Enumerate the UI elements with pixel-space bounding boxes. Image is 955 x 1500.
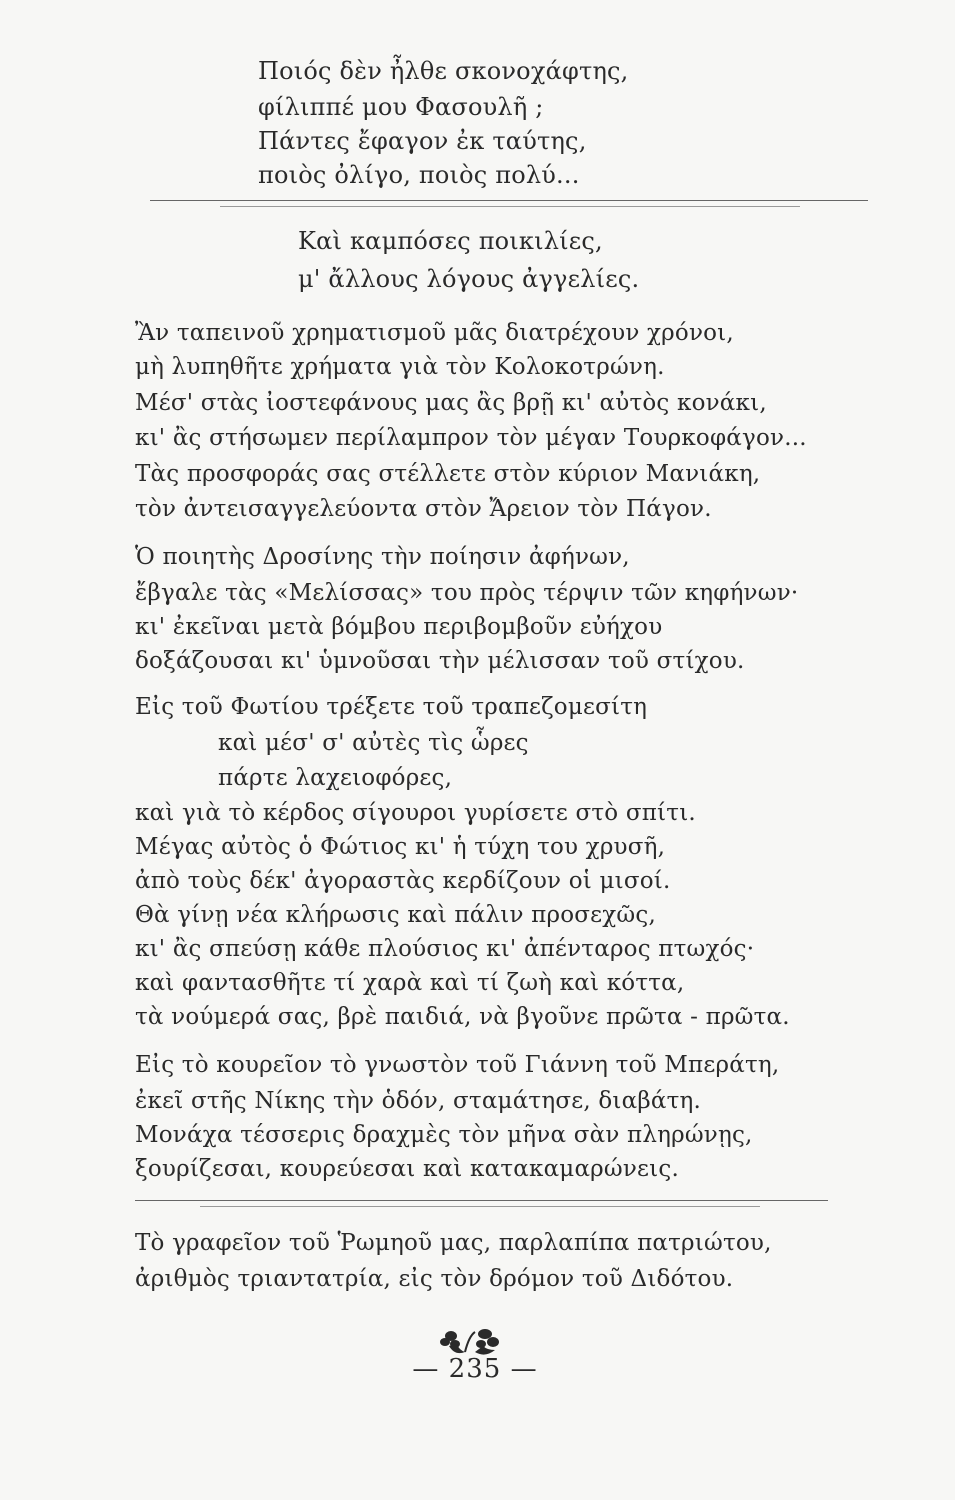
verse-line: Καὶ καμπόσες ποικιλίες, xyxy=(298,227,603,255)
section-divider xyxy=(150,200,868,201)
verse-line: ἐκεῖ στῆς Νίκης τὴν ὁδόν, σταμάτησε, διαβάτη. xyxy=(135,1088,702,1114)
verse-line: ἀπὸ τοὺς δέκ' ἀγοραστὰς κερδίζουν οἱ μισοί. xyxy=(135,868,671,894)
verse-line: τὰ νούμερά σας, βρὲ παιδιά, νὰ βγοῦνε πρῶτα - πρῶτα. xyxy=(135,1004,790,1030)
verse-line: μὴ λυπηθῆτε χρήματα γιὰ τὸν Κολοκοτρώνη. xyxy=(135,354,665,380)
verse-line: Ποιός δὲν ἦλθε σκονοχάφτης, xyxy=(258,57,629,85)
verse-line: κι' ἂς σπεύσῃ κάθε πλούσιος κι' ἀπένταρος πτωχός· xyxy=(135,936,755,962)
page-number: — 235 — xyxy=(412,1354,538,1384)
verse-line: ἔβγαλε τὰς «Μελίσσας» του πρὸς τέρψιν τῶν κηφήνων· xyxy=(135,580,799,606)
verse-line: Θὰ γίνῃ νέα κλήρωσις καὶ πάλιν προσεχῶς, xyxy=(135,902,656,928)
verse-line: καὶ γιὰ τὸ κέρδος σίγουροι γυρίσετε στὸ σπίτι. xyxy=(135,800,696,826)
verse-line: Μέσ' στὰς ἰοστεφάνους μας ἂς βρῇ κι' αὐτὸς κονάκι, xyxy=(135,390,767,416)
verse-line: πάρτε λαχειοφόρες, xyxy=(218,765,453,791)
verse-line: Ἂν ταπεινοῦ χρηματισμοῦ μᾶς διατρέχουν χρόνοι, xyxy=(135,320,734,346)
verse-line: τὸν ἀντεισαγγελεύοντα στὸν Ἄρειον τὸν Πάγον. xyxy=(135,496,712,522)
verse-line: Εἰς τὸ κουρεῖον τὸ γνωστὸν τοῦ Γιάννη τοῦ Μπεράτη, xyxy=(135,1052,780,1078)
verse-line: καὶ φαντασθῆτε τί χαρὰ καὶ τί ζωὴ καὶ κόττα, xyxy=(135,970,685,996)
verse-line: ποιὸς ὀλίγο, ποιὸς πολύ... xyxy=(258,161,580,189)
verse-line: καὶ μέσ' σ' αὐτὲς τὶς ὧρες xyxy=(218,730,529,756)
verse-line: Μέγας αὐτὸς ὁ Φώτιος κι' ἡ τύχη του χρυσῆ, xyxy=(135,834,666,860)
section-divider-inner xyxy=(200,1206,760,1207)
verse-line: Τὰς προσφοράς σας στέλλετε στὸν κύριον Μανιάκη, xyxy=(135,461,761,487)
verse-line: ξουρίζεσαι, κουρεύεσαι καὶ κατακαμαρώνεις. xyxy=(135,1156,679,1182)
verse-line: Ὁ ποιητὴς Δροσίνης τὴν ποίησιν ἀφήνων, xyxy=(135,544,630,570)
verse-line: φίλιππέ μου Φασουλῆ ; xyxy=(258,93,544,121)
verse-line: κι' ἐκεῖναι μετὰ βόμβου περιβομβοῦν εὐήχου xyxy=(135,614,663,640)
verse-line: Εἰς τοῦ Φωτίου τρέξετε τοῦ τραπεζομεσίτη xyxy=(135,694,648,720)
verse-line: δοξάζουσαι κι' ὑμνοῦσαι τὴν μέλισσαν τοῦ στίχου. xyxy=(135,648,745,674)
verse-line: Πάντες ἔφαγον ἐκ ταύτης, xyxy=(258,127,587,155)
verse-line: Μονάχα τέσσερις δραχμὲς τὸν μῆνα σὰν πληρώνῃς, xyxy=(135,1122,753,1148)
section-divider xyxy=(135,1200,828,1201)
verse-line: μ' ἄλλους λόγους ἀγγελίες. xyxy=(298,265,640,293)
verse-line: ἀριθμὸς τριαντατρία, εἰς τὸν δρόμον τοῦ Διδότου. xyxy=(135,1266,734,1292)
verse-line: Τὸ γραφεῖον τοῦ Ῥωμηοῦ μας, παρλαπίπα πατριώτου, xyxy=(135,1230,772,1256)
section-divider-inner xyxy=(220,206,800,207)
verse-line: κι' ἂς στήσωμεν περίλαμπρον τὸν μέγαν Τουρκοφάγον... xyxy=(135,425,807,451)
